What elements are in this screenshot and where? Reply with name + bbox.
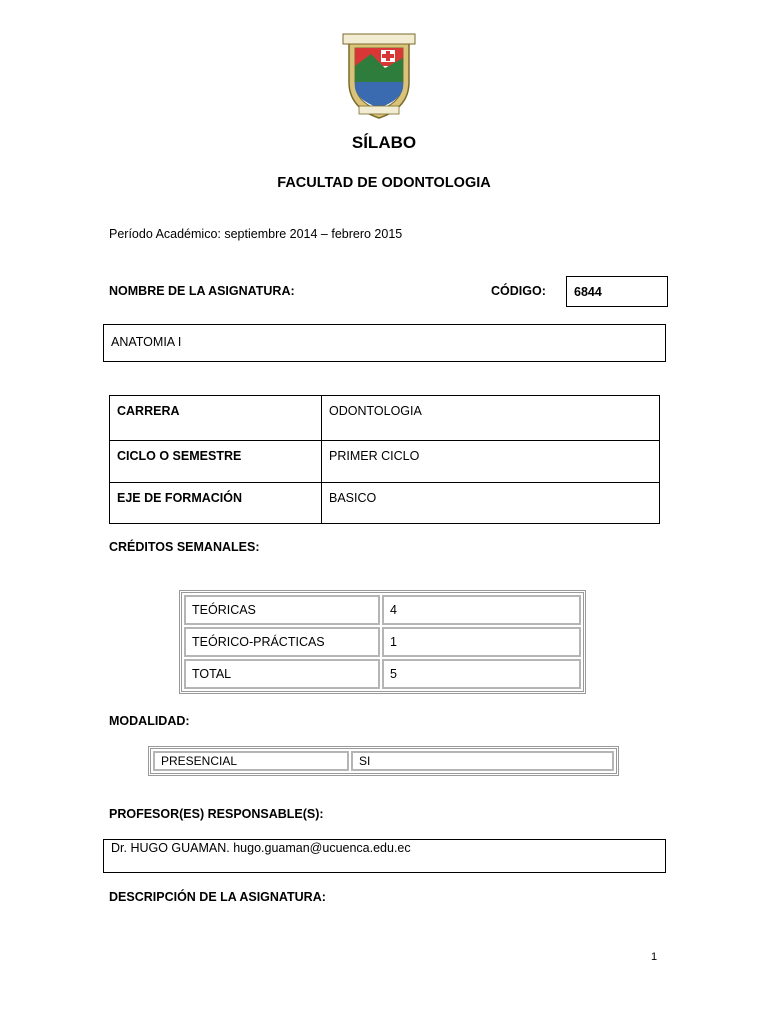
table-row (153, 751, 614, 771)
credit-value: 4 (382, 595, 581, 625)
subject-value-box (103, 324, 666, 362)
page-number: 1 (651, 951, 658, 963)
info-label: EJE DE FORMACIÓN (110, 483, 322, 524)
subject-label: NOMBRE DE LA ASIGNATURA: (109, 284, 295, 298)
modality-label: MODALIDAD: (109, 714, 190, 728)
credit-label: TOTAL (184, 659, 380, 689)
academic-period: Período Académico: septiembre 2014 – febrero 2015 (109, 227, 403, 241)
table-row (184, 627, 581, 657)
code-value: 6844 (574, 285, 602, 299)
modality-type: PRESENCIAL (153, 751, 349, 771)
university-crest-logo (341, 26, 417, 120)
document-title: SÍLABO (351, 133, 417, 152)
credit-label: TEÓRICAS (184, 595, 380, 625)
table-row (184, 595, 581, 625)
professor-value: Dr. HUGO GUAMAN. hugo.guaman@ucuenca.edu.ec (111, 841, 411, 855)
info-value: BASICO (322, 483, 660, 524)
modality-table (148, 746, 619, 776)
professor-label: PROFESOR(ES) RESPONSABLE(S): (109, 807, 324, 821)
credit-label: TEÓRICO-PRÁCTICAS (184, 627, 380, 657)
subject-value: ANATOMIA I (111, 335, 182, 349)
credit-value: 1 (382, 627, 581, 657)
info-value: ODONTOLOGIA (322, 396, 660, 441)
faculty-name: FACULTAD DE ODONTOLOGIA (277, 175, 491, 191)
table-row (110, 483, 660, 524)
credits-table (179, 590, 586, 694)
credits-label: CRÉDITOS SEMANALES: (109, 540, 260, 554)
table-row (110, 396, 660, 441)
code-value-box (566, 276, 668, 307)
table-row (184, 659, 581, 689)
table-row (110, 441, 660, 483)
description-label: DESCRIPCIÓN DE LA ASIGNATURA: (109, 890, 326, 904)
info-value: PRIMER CICLO (322, 441, 660, 483)
info-label: CICLO O SEMESTRE (110, 441, 322, 483)
modality-value: SI (351, 751, 614, 771)
info-label: CARRERA (110, 396, 322, 441)
professor-value-box (103, 839, 666, 873)
credit-value: 5 (382, 659, 581, 689)
career-info-table (109, 395, 660, 524)
code-label: CÓDIGO: (491, 284, 546, 298)
